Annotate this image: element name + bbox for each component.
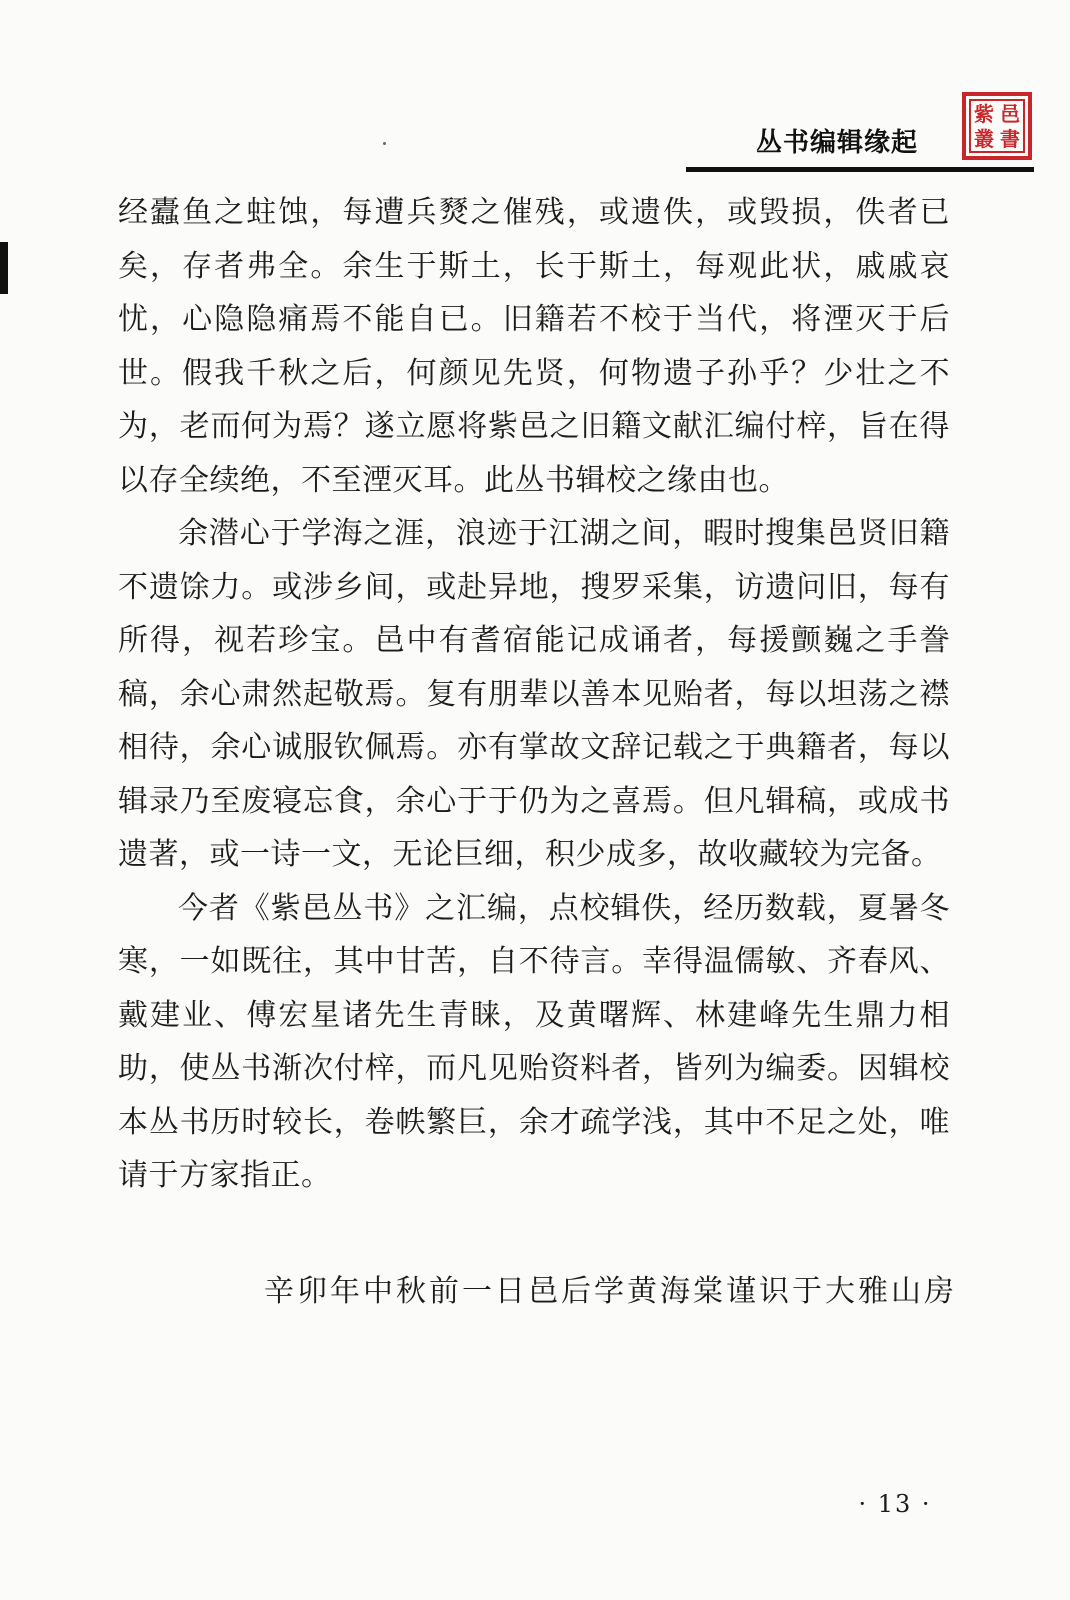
seal-char: 邑 — [1000, 101, 1020, 126]
paragraph: 余潜心于学海之涯，浪迹于江湖之间，暇时搜集邑贤旧籍不遗馀力。或涉乡间，或赴异地，搜罗采集，访遗问旧，每有所得，视若珍宝。邑中有耆宿能记成诵者，每援颤巍之手誊稿，余心肃然起敬焉。复有朋辈以善本见贻者，每以坦荡之襟相待，余心诚服钦佩焉。亦有掌故文辞记载之于典籍者，每以辑录乃至废寝忘食，余心于于仍为之喜焉。但凡辑稿，或成书遗著，或一诗一文，无论巨细，积少成多，故收藏较为完备。 — [118, 516, 950, 872]
paragraph-continued: 经蠹鱼之蛀蚀，每遭兵燹之催残，或遗佚，或毁损，佚者已矣，存者弗全。余生于斯土，长于斯土，每观此状，戚戚哀忧，心隐隐痛焉不能自已。旧籍若不校于当代，将湮灭于后世。假我千秋之后，何颜见先贤，何物遗子孙乎？少壮之不为，老而何为焉？遂立愿将紫邑之旧籍文献汇编付梓，旨在得以存全续绝，不至湮灭耳。此丛书辑校之缘由也。 — [118, 195, 950, 498]
seal-char: 紫 — [974, 101, 994, 126]
scan-speck — [383, 142, 386, 145]
running-header-title: 丛书编辑缘起 — [755, 128, 918, 158]
seal-char: 書 — [1000, 126, 1020, 151]
author-signature: 辛卯年中秋前一日邑后学黄海棠谨识于大雅山房 — [264, 1274, 957, 1309]
paragraph: 今者《紫邑丛书》之汇编，点校辑佚，经历数载，夏暑冬寒，一如既往，其中甘苦，自不待言。幸得温儒敏、齐春风、戴建业、傅宏星诸先生青睐，及黄曙辉、林建峰先生鼎力相助，使丛书渐次付梓，而凡见贻资料者，皆列为编委。因辑校本丛书历时较长，卷帙繁巨，余才疏学浅，其中不足之处，唯请于方家指正。 — [118, 890, 950, 1193]
header-rule — [686, 167, 1034, 172]
scan-edge-mark — [0, 242, 8, 294]
body-text — [118, 186, 950, 1203]
seal-char: 叢 — [974, 126, 994, 151]
red-seal-stamp — [962, 92, 1032, 160]
page-number: · 13 · — [858, 1490, 932, 1518]
